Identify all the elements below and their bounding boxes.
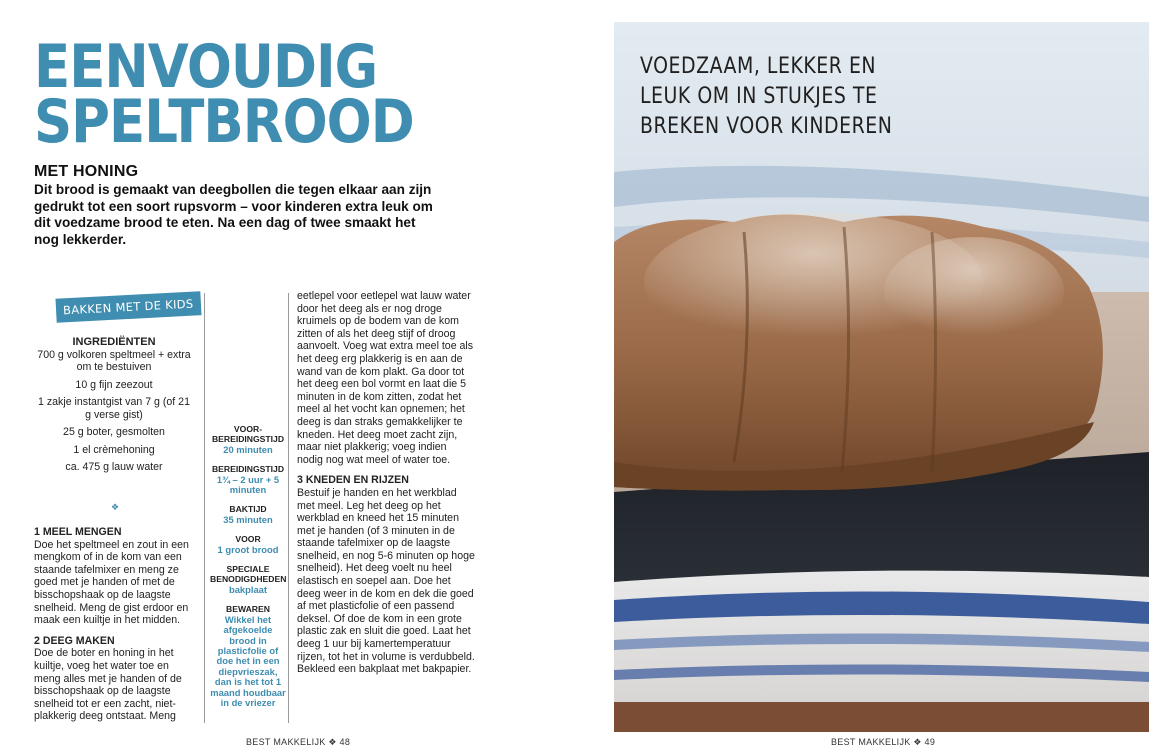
title-line-1: EENVOUDIG	[34, 33, 378, 102]
ingredient-item: 25 g boter, gesmolten	[63, 426, 165, 438]
step-text: Doe de boter en honing in het kuiltje, voeg het water toe en meng alles met je handen of de bisschopshaak op de laagste snelheid tot er een zacht, niet-plakkerig deeg ontstaat. Meng	[34, 647, 182, 723]
meta-label: BEREIDINGSTIJD	[211, 464, 285, 475]
meta-value: 1 groot brood	[217, 543, 279, 555]
ingredient-item: 10 g fijn zeezout	[75, 378, 153, 391]
meta-label: BEWAREN	[226, 604, 270, 615]
page-footer-right: BEST MAKKELIJK ❖ 49	[831, 737, 936, 747]
ingredients-heading: INGREDIËNTEN	[72, 336, 156, 348]
meta-label: VOOR	[235, 534, 261, 545]
title-line-2: SPELTBROOD	[34, 88, 414, 157]
step-title: 1 MEEL MENGEN	[34, 526, 122, 538]
meta-value: 1¾ – 2 uur + 5 minuten	[216, 473, 280, 496]
step-text: Doe het speltmeel en zout in een mengkom of in de kom van een staande tafelmixer en meng ze goed met je handen of met de bisschopshaak op de laagste snelheid. Meng de gist erdoor en maak een kuiltje in het midden.	[34, 538, 189, 627]
diamond-separator-icon: ❖	[111, 502, 120, 512]
page-footer-left: BEST MAKKELIJK ❖ 48	[246, 737, 351, 747]
meta-value: Wikkel het afgekoelde brood in plasticfolie of doe het in een diepvrieszak, dan is het tot 1 maand houdbaar in de vriezer	[210, 613, 286, 708]
meta-value: 35 minuten	[223, 513, 273, 525]
meta-value: bakplaat	[228, 583, 268, 595]
ingredients-list	[34, 336, 194, 479]
ingredient-item: ca. 475 g lauw water	[65, 461, 163, 473]
recipe-meta	[210, 424, 286, 717]
meta-label: SPECIALE BENODIGDHEDEN	[210, 564, 287, 585]
meta-label: BAKTIJD	[229, 504, 267, 515]
recipe-title	[34, 33, 414, 157]
meta-value: 20 minuten	[223, 443, 273, 455]
column-divider	[204, 293, 205, 723]
recipe-subtitle: MET HONING	[34, 163, 139, 180]
step-title: 2 DEEG MAKEN	[34, 634, 115, 647]
step-text: Bestuif je handen en het werkblad met meel. Leg het deeg op het werkblad en kneed het 15 minuten met je handen (of 3 minuten in de staande tafelmixer op de laagste snelheid, en nog 5-6 minuten op hoge snelheid). Het deeg voelt nu heel elastisch en soepel aan. Doe het deeg weer in de kom en dek die goed af met plasticfolie of een passend deksel. Of doe de kom in een grote plastic zak en sluit die goed. Laat het deeg 1 uur bij kamertemperatuur rijzen, tot het in volume is verdubbeld. Bekleed een bakplaat met bakpapier.	[297, 486, 475, 676]
steps-column-1	[34, 526, 196, 731]
ingredient-item: 700 g volkoren speltmeel + extra om te bestuiven	[37, 348, 191, 373]
ingredient-item: 1 el crèmehoning	[73, 443, 155, 456]
ingredient-item: 1 zakje instantgist van 7 g (of 21 g verse gist)	[38, 396, 190, 421]
kids-badge: BAKKEN MET DE KIDS	[55, 291, 201, 323]
step-title: 3 KNEDEN EN RIJZEN	[297, 474, 409, 487]
meta-label: VOOR-BEREIDINGSTIJD	[211, 424, 285, 445]
steps-column-2	[297, 290, 475, 676]
step-text-continued: eetlepel voor eetlepel wat lauw water door het deeg als er nog droge kruimels op de bodem van de kom zitten of als het deeg stijf of droog aanvoelt. Voeg wat extra meel toe als het deeg erg plakkerig is en aan de wand van de kom plakt. Ga door tot het deeg een bol vormt en laat die 5 minuten in de kom zitten, zodat het meel al het vocht kan opnemen; het deeg is dan straks gemakkelijker te kneden. Het deeg moet zacht zijn, maar niet plakkerig; voeg indien nodig nog wat meel of water toe.	[297, 290, 474, 466]
recipe-intro: Dit brood is gemaakt van deegbollen die tegen elkaar aan zijn gedrukt tot een soort rupsvorm – voor kinderen extra leuk om dit voedzame brood te eten. Na een dag of twee smaakt het nog lekkerder.	[34, 182, 433, 247]
photo-quote: VOEDZAAM, LEKKER EN LEUK OM IN STUKJES TE BREKEN VOOR KINDEREN	[640, 54, 893, 139]
column-divider	[288, 293, 289, 723]
